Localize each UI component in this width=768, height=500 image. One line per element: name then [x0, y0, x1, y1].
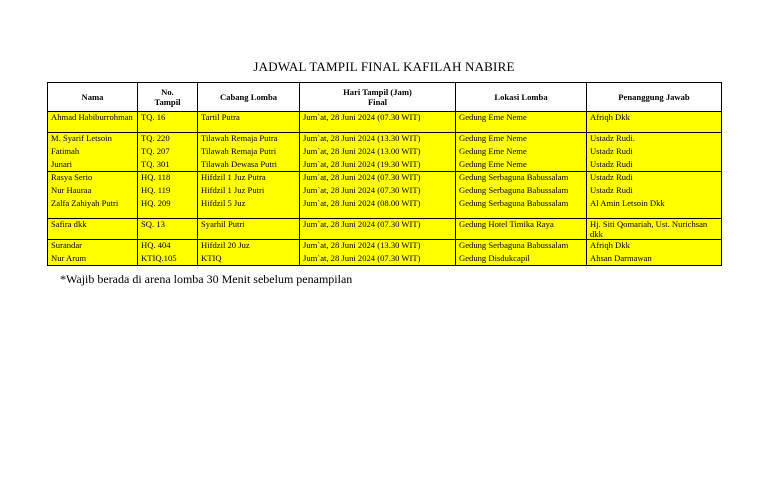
table-row: [48, 172, 722, 185]
header-cabang-lomba: Cabang Lomba: [198, 83, 300, 112]
cell-penanggung: Ustadz Rudi: [587, 146, 722, 159]
cell-nama: Junari: [48, 159, 138, 172]
cell-penanggung: Ustadz Rudi.: [587, 133, 722, 146]
header-no-tampil: [138, 83, 198, 112]
cell-lokasi: Gedung Serbaguna Babussalam: [456, 185, 587, 198]
table-row: [48, 240, 722, 253]
cell-penanggung: Afriqh Dkk: [587, 112, 722, 133]
cell-nama: M. Syarif Letsoin: [48, 133, 138, 146]
table-row: [48, 133, 722, 146]
header-no-tampil-line1: No.: [161, 86, 174, 97]
cell-cabang: KTIQ: [198, 253, 300, 266]
cell-hari: Jum`at, 28 Juni 2024 (07.30 WIT): [300, 219, 456, 240]
cell-no-tampil: TQ. 220: [138, 133, 198, 146]
table-row: [48, 185, 722, 198]
header-no-tampil-line2: Tampil: [154, 97, 181, 107]
header-hari-tampil: [300, 83, 456, 112]
cell-hari: Jum`at, 28 Juni 2024 (13.30 WIT): [300, 133, 456, 146]
cell-cabang: Hifdzil 5 Juz: [198, 198, 300, 219]
footnote: *Wajib berada di arena lomba 30 Menit sebelum penampilan: [60, 272, 353, 286]
table-row: [48, 112, 722, 133]
cell-nama: Nur Arum: [48, 253, 138, 266]
cell-nama: Fatimah: [48, 146, 138, 159]
cell-no-tampil: TQ. 301: [138, 159, 198, 172]
cell-no-tampil: HQ. 209: [138, 198, 198, 219]
cell-cabang: Tilawah Remaja Putri: [198, 146, 300, 159]
cell-penanggung: Ustadz Rudi: [587, 185, 722, 198]
cell-hari: Jum`at, 28 Juni 2024 (13.30 WIT): [300, 240, 456, 253]
cell-lokasi: Gedung Serbaguna Babussalam: [456, 198, 587, 219]
cell-nama: Zalfa Zahiyah Putri: [48, 198, 138, 219]
cell-hari: Jum`at, 28 Juni 2024 (08.00 WIT): [300, 198, 456, 219]
cell-no-tampil: HQ. 119: [138, 185, 198, 198]
cell-hari: Jum`at, 28 Juni 2024 (07.30 WIT): [300, 185, 456, 198]
cell-hari: Jum`at, 28 Juni 2024 (19.30 WIT): [300, 159, 456, 172]
cell-cabang: Hifdzil 1 Juz Putri: [198, 185, 300, 198]
cell-lokasi: Gedung Eme Neme: [456, 146, 587, 159]
cell-cabang: Tilawah Dewasa Putri: [198, 159, 300, 172]
cell-nama: Nur Hauraa: [48, 185, 138, 198]
schedule-table: [47, 82, 722, 266]
cell-penanggung: Ustadz Rudi: [587, 172, 722, 185]
header-hari-line1: Hari Tampil (Jam): [343, 86, 412, 97]
cell-penanggung: Hj. Siti Qomariah, Ust. Nurichsan dkk: [587, 219, 722, 240]
cell-lokasi: Gedung Eme Neme: [456, 112, 587, 133]
header-row: [48, 83, 722, 112]
header-lokasi-lomba: Lokasi Lomba: [456, 83, 587, 112]
cell-cabang: Tartil Putra: [198, 112, 300, 133]
cell-lokasi: Gedung Eme Neme: [456, 133, 587, 146]
cell-cabang: Hifdzil 20 Juz: [198, 240, 300, 253]
cell-lokasi: Gedung Hotel Timika Raya: [456, 219, 587, 240]
cell-lokasi: Gedung Disdukcapil: [456, 253, 587, 266]
cell-hari: Jum`at, 28 Juni 2024 (07.30 WIT): [300, 112, 456, 133]
cell-hari: Jum`at, 28 Juni 2024 (07.30 WIT): [300, 172, 456, 185]
cell-penanggung: Afriqh Dkk: [587, 240, 722, 253]
cell-penanggung: Ustadz Rudi: [587, 159, 722, 172]
cell-cabang: Syarhil Putri: [198, 219, 300, 240]
cell-no-tampil: TQ. 207: [138, 146, 198, 159]
cell-no-tampil: TQ. 16: [138, 112, 198, 133]
cell-penanggung: Ahsan Darmawan: [587, 253, 722, 266]
cell-cabang: Tilawah Remaja Putra: [198, 133, 300, 146]
cell-nama: Ahmad Habiburrohman: [48, 112, 138, 133]
cell-lokasi: Gedung Serbaguna Babussalam: [456, 240, 587, 253]
cell-no-tampil: KTIQ.105: [138, 253, 198, 266]
table-row: [48, 253, 722, 266]
table-row: [48, 219, 722, 240]
cell-cabang: Hifdzil 1 Juz Putra: [198, 172, 300, 185]
table-row: [48, 146, 722, 159]
header-penanggung-jawab: Penanggung Jawab: [587, 83, 722, 112]
table-row: [48, 198, 722, 219]
cell-nama: Surandar: [48, 240, 138, 253]
cell-lokasi: Gedung Eme Neme: [456, 159, 587, 172]
cell-lokasi: Gedung Serbaguna Babussalam: [456, 172, 587, 185]
cell-no-tampil: HQ. 118: [138, 172, 198, 185]
cell-no-tampil: SQ. 13: [138, 219, 198, 240]
cell-nama: Rasya Serio: [48, 172, 138, 185]
cell-penanggung: Al Amin Letsoin Dkk: [587, 198, 722, 219]
cell-no-tampil: HQ. 404: [138, 240, 198, 253]
page-title: JADWAL TAMPIL FINAL KAFILAH NABIRE: [253, 59, 515, 74]
cell-hari: Jum`at, 28 Juni 2024 (13.00 WIT): [300, 146, 456, 159]
cell-hari: Jum`at, 28 Juni 2024 (07.30 WIT): [300, 253, 456, 266]
header-hari-line2: Final: [367, 97, 388, 107]
table-row: [48, 159, 722, 172]
cell-nama: Safira dkk: [48, 219, 138, 240]
header-nama: Nama: [48, 83, 138, 112]
